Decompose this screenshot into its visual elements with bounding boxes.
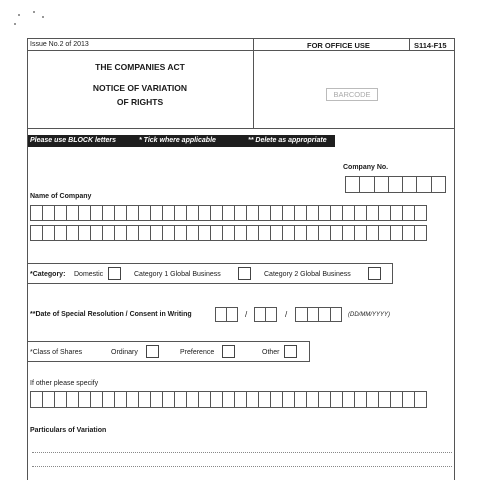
date-format-hint: (DD/MM/YYYY) bbox=[348, 312, 390, 318]
resolution-day-boxes[interactable] bbox=[215, 307, 237, 322]
company-number-boxes[interactable] bbox=[345, 176, 445, 193]
particulars-line-2[interactable] bbox=[32, 466, 452, 467]
entry-box[interactable] bbox=[345, 176, 360, 193]
share-preference-checkbox[interactable] bbox=[222, 345, 235, 358]
tick-note: * Tick where applicable bbox=[139, 137, 216, 144]
share-other-checkbox[interactable] bbox=[284, 345, 297, 358]
form-right-border bbox=[454, 129, 455, 480]
header-column-divider bbox=[253, 38, 254, 129]
header-divider bbox=[27, 50, 455, 51]
entry-box[interactable] bbox=[431, 176, 446, 193]
entry-box[interactable] bbox=[330, 307, 343, 322]
category-domestic-checkbox[interactable] bbox=[108, 267, 121, 280]
entry-box[interactable] bbox=[402, 176, 417, 193]
share-option-ordinary: Ordinary bbox=[111, 349, 138, 356]
entry-box[interactable] bbox=[414, 391, 427, 408]
particulars-label: Particulars of Variation bbox=[30, 427, 107, 434]
share-option-other: Other bbox=[262, 349, 280, 356]
instructions-banner bbox=[27, 135, 335, 147]
share-ordinary-checkbox[interactable] bbox=[146, 345, 159, 358]
entry-box[interactable] bbox=[416, 176, 431, 193]
date-separator-1: / bbox=[245, 310, 248, 319]
resolution-year-boxes[interactable] bbox=[295, 307, 341, 322]
company-name-boxes-row-1[interactable] bbox=[30, 205, 426, 221]
category-option-global-2: Category 2 Global Business bbox=[264, 271, 351, 278]
entry-box[interactable] bbox=[374, 176, 389, 193]
form-code: S114-F15 bbox=[414, 41, 447, 50]
form-left-border bbox=[27, 129, 28, 480]
header-code-divider bbox=[409, 38, 410, 50]
particulars-line-1[interactable] bbox=[32, 452, 452, 453]
office-use-label: FOR OFFICE USE bbox=[307, 41, 370, 50]
entry-box[interactable] bbox=[388, 176, 403, 193]
act-title: THE COMPANIES ACT bbox=[95, 62, 185, 72]
issue-number: Issue No.2 of 2013 bbox=[30, 41, 89, 48]
category-option-global-1: Category 1 Global Business bbox=[134, 271, 221, 278]
entry-box[interactable] bbox=[226, 307, 238, 322]
other-specify-label: If other please specify bbox=[30, 380, 99, 387]
share-option-preference: Preference bbox=[180, 349, 215, 356]
scan-speck bbox=[18, 14, 20, 16]
resolution-month-boxes[interactable] bbox=[254, 307, 276, 322]
entry-box[interactable] bbox=[265, 307, 277, 322]
company-number-label: Company No. bbox=[343, 164, 389, 171]
category-global-1-checkbox[interactable] bbox=[238, 267, 251, 280]
scan-speck bbox=[33, 11, 35, 13]
delete-note: ** Delete as appropriate bbox=[248, 137, 327, 144]
resolution-date-label: **Date of Special Resolution / Consent in Writing bbox=[30, 311, 192, 318]
company-name-boxes-row-2[interactable] bbox=[30, 225, 426, 241]
notice-title-line1: NOTICE OF VARIATION bbox=[92, 83, 188, 93]
category-label: *Category: bbox=[30, 271, 66, 278]
category-option-domestic: Domestic bbox=[74, 271, 104, 278]
date-separator-2: / bbox=[285, 310, 288, 319]
scan-speck bbox=[42, 16, 44, 18]
share-class-label: *Class of Shares bbox=[30, 349, 83, 356]
barcode-placeholder: BARCODE bbox=[326, 88, 378, 101]
block-letters-note: Please use BLOCK letters bbox=[30, 137, 116, 144]
entry-box[interactable] bbox=[414, 205, 427, 221]
company-name-label: Name of Company bbox=[30, 193, 92, 200]
other-specify-boxes[interactable] bbox=[30, 391, 426, 408]
entry-box[interactable] bbox=[359, 176, 374, 193]
scan-speck bbox=[14, 23, 16, 25]
category-global-2-checkbox[interactable] bbox=[368, 267, 381, 280]
notice-title-line2: OF RIGHTS bbox=[116, 97, 164, 107]
entry-box[interactable] bbox=[414, 225, 427, 241]
